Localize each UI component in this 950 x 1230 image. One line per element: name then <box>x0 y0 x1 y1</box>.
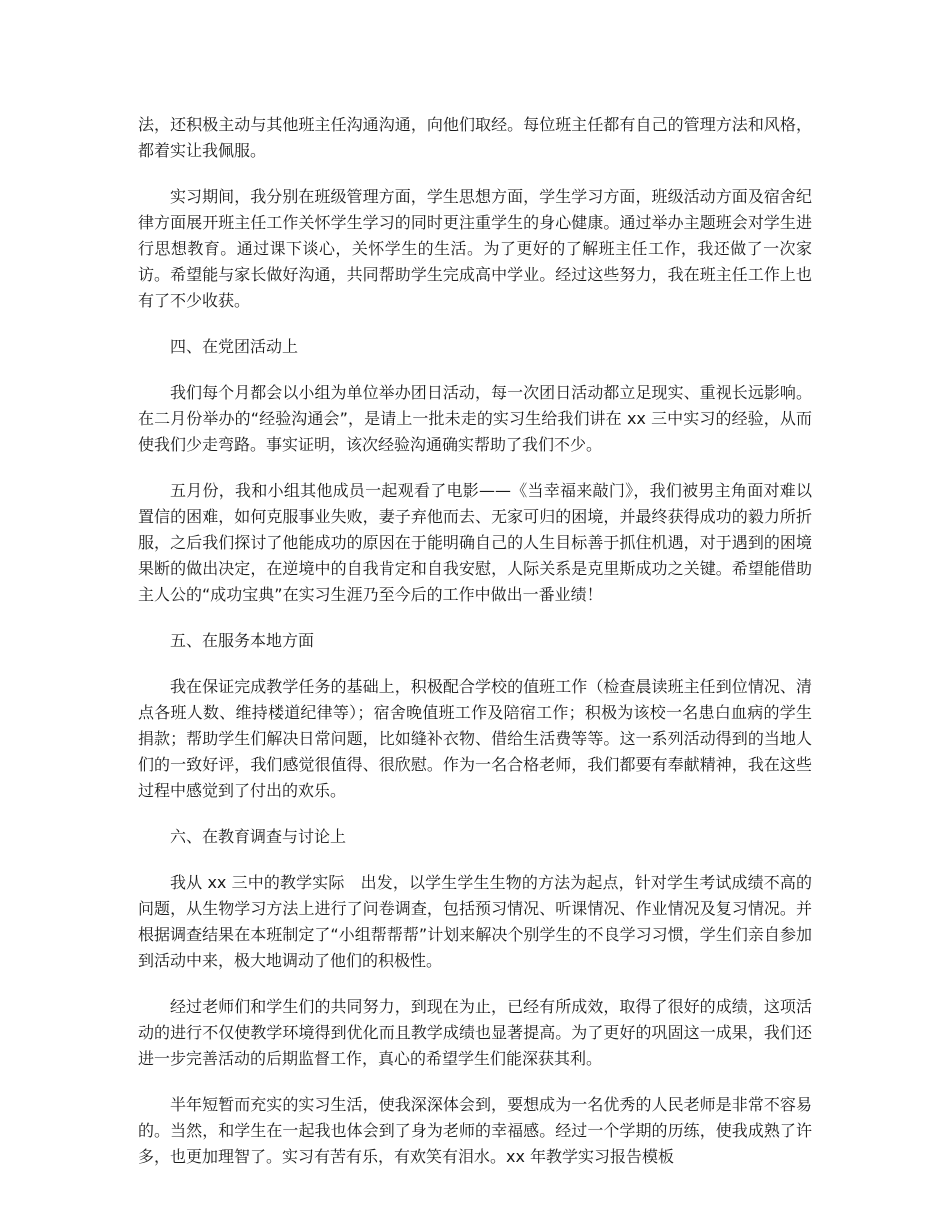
section-heading-local-service: 五、在服务本地方面 <box>170 631 315 650</box>
paragraph-league-day: 我们每个月都会以小组为单位举办团日活动，每一次团日活动都立足现实、重视长远影响。在二月份举办的“经验沟通会”，是请上一批未走的实习生给我们讲在 xx 三中实习的经验，从而使我们少走弯路。事实证明，该次经验沟通确实帮助了我们不少。 <box>138 383 812 454</box>
paragraph-service: 我在保证完成教学任务的基础上，积极配合学校的值班工作（检查晨读班主任到位情况、清点各班人数、维持楼道纪律等）；宿舍晚值班工作及陪宿工作；积极为该校一名患白血病的学生捐款；帮助学生们解决日常问题，比如缝补衣物、借给生活费等等。这一系列活动得到的当地人们的一致好评，我们感觉很值得、很欣慰。作为一名合格老师，我们都要有奉献精神，我在这些过程中感觉到了付出的欢乐。 <box>138 677 812 800</box>
document-body <box>138 112 812 1190</box>
section-heading-party-activities: 四、在党团活动上 <box>170 337 299 356</box>
section-heading-education-survey: 六、在教育调查与讨论上 <box>170 827 347 846</box>
paragraph-movie: 五月份，我和小组其他成员一起观看了电影——《当幸福来敲门》，我们被男主角面对难以置信的困难，如何克服事业失败，妻子弃他而去、无家可归的困境，并最终获得成功的毅力所折服，之后我们探讨了他能成功的原因在于能明确自己的人生目标善于抓住机遇，对于遇到的困境果断的做出决定，在逆境中的自我肯定和自我安慰，人际关系是克里斯成功之关键。希望能借助主人公的“成功宝典”在实习生涯乃至今后的工作中做出一番业绩！ <box>138 481 812 604</box>
paragraph-continued: 法，还积极主动与其他班主任沟通沟通，向他们取经。每位班主任都有自己的管理方法和风格，都着实让我佩服。 <box>138 115 812 160</box>
paragraph-class-management: 实习期间，我分别在班级管理方面，学生思想方面，学生学习方面，班级活动方面及宿舍纪律方面展开班主任工作关怀学生学习的同时更注重学生的身心健康。通过举办主题班会对学生进行思想教育。通过课下谈心，关怀学生的生活。为了更好的了解班主任工作，我还做了一次家访。希望能与家长做好沟通，共同帮助学生完成高中学业。经过这些努力，我在班主任工作上也有了不少收获。 <box>138 187 812 310</box>
paragraph-conclusion: 半年短暂而充实的实习生活，使我深深体会到，要想成为一名优秀的人民老师是非常不容易的。当然，和学生在一起我也体会到了身为老师的幸福感。经过一个学期的历练，使我成熟了许多，也更加理智了。实习有苦有乐，有欢笑有泪水。xx 年教学实习报告模板 <box>138 1095 812 1166</box>
paragraph-results: 经过老师们和学生们的共同努力，到现在为止，已经有所成效，取得了很好的成绩，这项活动的进行不仅使教学环境得到优化而且教学成绩也显著提高。为了更好的巩固这一成果，我们还进一步完善活动的后期监督工作，真心的希望学生们能深获其利。 <box>138 997 812 1068</box>
paragraph-survey: 我从 xx 三中的教学实际 出发，以学生学生生物的方法为起点，针对学生考试成绩不高的问题，从生物学习方法上进行了问卷调查，包括预习情况、听课情况、作业情况及复习情况。并根据调查结果在本班制定了“小组帮帮帮”计划来解决个别学生的不良学习习惯，学生们亲自参加到活动中来，极大地调动了他们的积极性。 <box>138 873 812 970</box>
